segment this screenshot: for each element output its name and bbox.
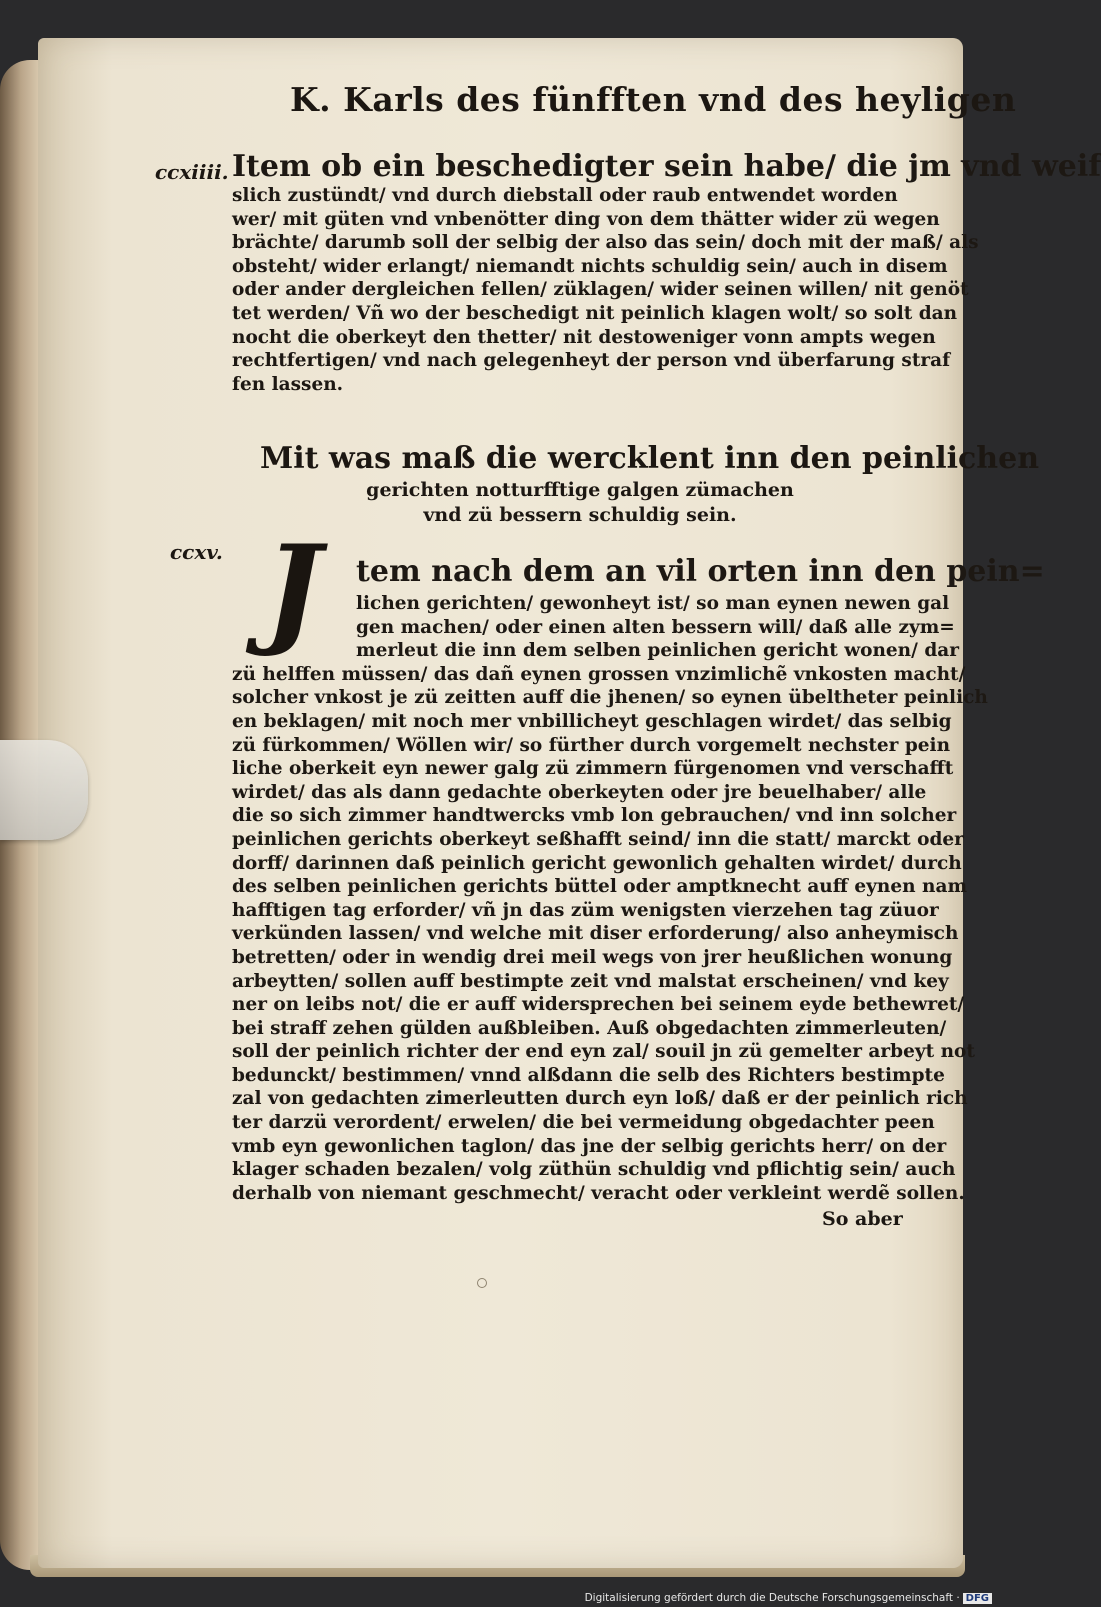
article-lead-line: tem nach dem an vil orten inn den pein= — [356, 554, 1045, 589]
text-line: hafftigen tag erforder/ vñ jn das züm wenigsten vierzehen tag züuor — [232, 899, 939, 921]
text-line: verkünden lassen/ vnd welche mit diser erforderung/ also anheymisch — [232, 923, 959, 945]
heading-line: Mit was maß die wercklent inn den peinlichen — [260, 441, 1040, 476]
heading-line: vnd zü bessern schuldig sein. — [423, 504, 737, 526]
text-line: ner on leibs not/ die er auff widersprechen bei seinem eyde bethewret/ — [232, 994, 965, 1016]
text-line: slich zustündt/ vnd durch diebstall oder raub entwendet worden — [232, 185, 898, 206]
section-heading — [260, 440, 1040, 528]
text-line: betretten/ oder in wendig drei meil wegs von jrer heußlichen wonung — [232, 946, 953, 968]
footer-credit — [585, 1592, 992, 1604]
text-line: nocht die oberkeyt den thetter/ nit destoweniger vonn ampts wegen — [232, 326, 936, 348]
catchword: So aber — [822, 1208, 903, 1230]
heading-line: gerichten notturfftige galgen zümachen — [366, 479, 794, 501]
paper-mark — [477, 1278, 487, 1288]
text-line: wer/ mit güten vnd vnbenötter ding von dem thätter wider zü wegen — [232, 208, 940, 230]
text-line: oder ander dergleichen fellen/ züklagen/ wider seinen willen/ nit genöt — [232, 279, 969, 301]
article-number: ccxv. — [170, 540, 223, 564]
footer-text: Digitalisierung gefördert durch die Deutsche Forschungsgemeinschaft · — [584, 1592, 960, 1604]
text-line: liche oberkeit eyn newer galg zü zimmern fürgenomen vnd verschafft — [232, 758, 954, 780]
text-line: arbeytten/ sollen auff bestimpte zeit vnd malstat erscheinen/ vnd key — [232, 970, 949, 992]
text-line: rechtfertigen/ vnd nach gelegenheyt der person vnd überfarung straf — [232, 350, 951, 372]
article-number: ccxiiii. — [155, 160, 229, 184]
text-line: solcher vnkost je zü zeitten auff die jhenen/ so eynen übeltheter peinlich — [232, 687, 988, 709]
text-line: obsteht/ wider erlangt/ niemandt nichts schuldig sein/ auch in disem — [232, 255, 948, 277]
text-line: derhalb von niemant geschmecht/ veracht oder verkleint werdẽ sollen. — [232, 1182, 965, 1204]
text-line: vmb eyn gewonlichen taglon/ das jne der selbig gerichts herr/ on der — [232, 1135, 947, 1157]
text-line: gen machen/ oder einen alten bessern will/ daß alle zym= — [356, 616, 955, 638]
text-line: die so sich zimmer handtwercks vmb lon gebrauchen/ vnd inn solcher — [232, 805, 957, 827]
decorated-initial: J — [264, 519, 322, 660]
text-line: klager schaden bezalen/ volg züthün schuldig vnd pflichtig sein/ auch — [232, 1159, 956, 1181]
text-line: zü helffen müssen/ das dañ eynen grossen vnzimlichẽ vnkosten macht/ — [232, 663, 966, 685]
article-lead-line: Item ob ein beschedigter sein habe/ die jm vnd weif — [232, 149, 1101, 184]
article-body — [232, 552, 1045, 1205]
text-line: en beklagen/ mit noch mer vnbillicheyt geschlagen wirdet/ das selbig — [232, 710, 952, 732]
text-line: wirdet/ das als dann gedachte oberkeyten oder jre beuelhaber/ alle — [232, 781, 927, 803]
text-line: fen lassen. — [232, 373, 344, 395]
dfg-logo[interactable]: DFG — [963, 1593, 992, 1604]
article-body — [232, 149, 1101, 396]
running-head: K. Karls des fünfften vnd des heyligen — [290, 80, 1017, 119]
text-line: soll der peinlich richter der end eyn zal/ souil jn zü gemelter arbeyt not — [232, 1041, 975, 1063]
text-line: peinlichen gerichts oberkeyt seßhafft seind/ inn die statt/ marckt oder — [232, 828, 964, 850]
text-line: brächte/ darumb soll der selbig der also das sein/ doch mit der maß/ als — [232, 232, 979, 254]
text-line: zü fürkommen/ Wöllen wir/ so fürther durch vorgemelt nechster pein — [232, 734, 951, 756]
page-clip — [0, 740, 88, 840]
text-line: dorff/ darinnen daß peinlich gericht gewonlich gehalten wirdet/ durch — [232, 852, 962, 874]
text-line: des selben peinlichen gerichts büttel oder amptknecht auff eynen nam — [232, 876, 968, 898]
text-line: zal von gedachten zimerleutten durch eyn loß/ daß er der peinlich rich — [232, 1088, 968, 1110]
text-line: bedunckt/ bestimmen/ vnnd alßdann die selb des Richters bestimpte — [232, 1064, 945, 1086]
text-line: ter darzü verordent/ erwelen/ die bei vermeidung obgedachter peen — [232, 1112, 935, 1134]
text-line: bei straff zehen gülden außbleiben. Auß obgedachten zimmerleuten/ — [232, 1017, 947, 1039]
text-line: tet werden/ Vñ wo der beschedigt nit peinlich klagen wolt/ so solt dan — [232, 302, 958, 324]
text-line: merleut die inn dem selben peinlichen gericht wonen/ dar — [356, 640, 960, 662]
text-line: lichen gerichten/ gewonheyt ist/ so man eynen newen gal — [356, 593, 950, 614]
